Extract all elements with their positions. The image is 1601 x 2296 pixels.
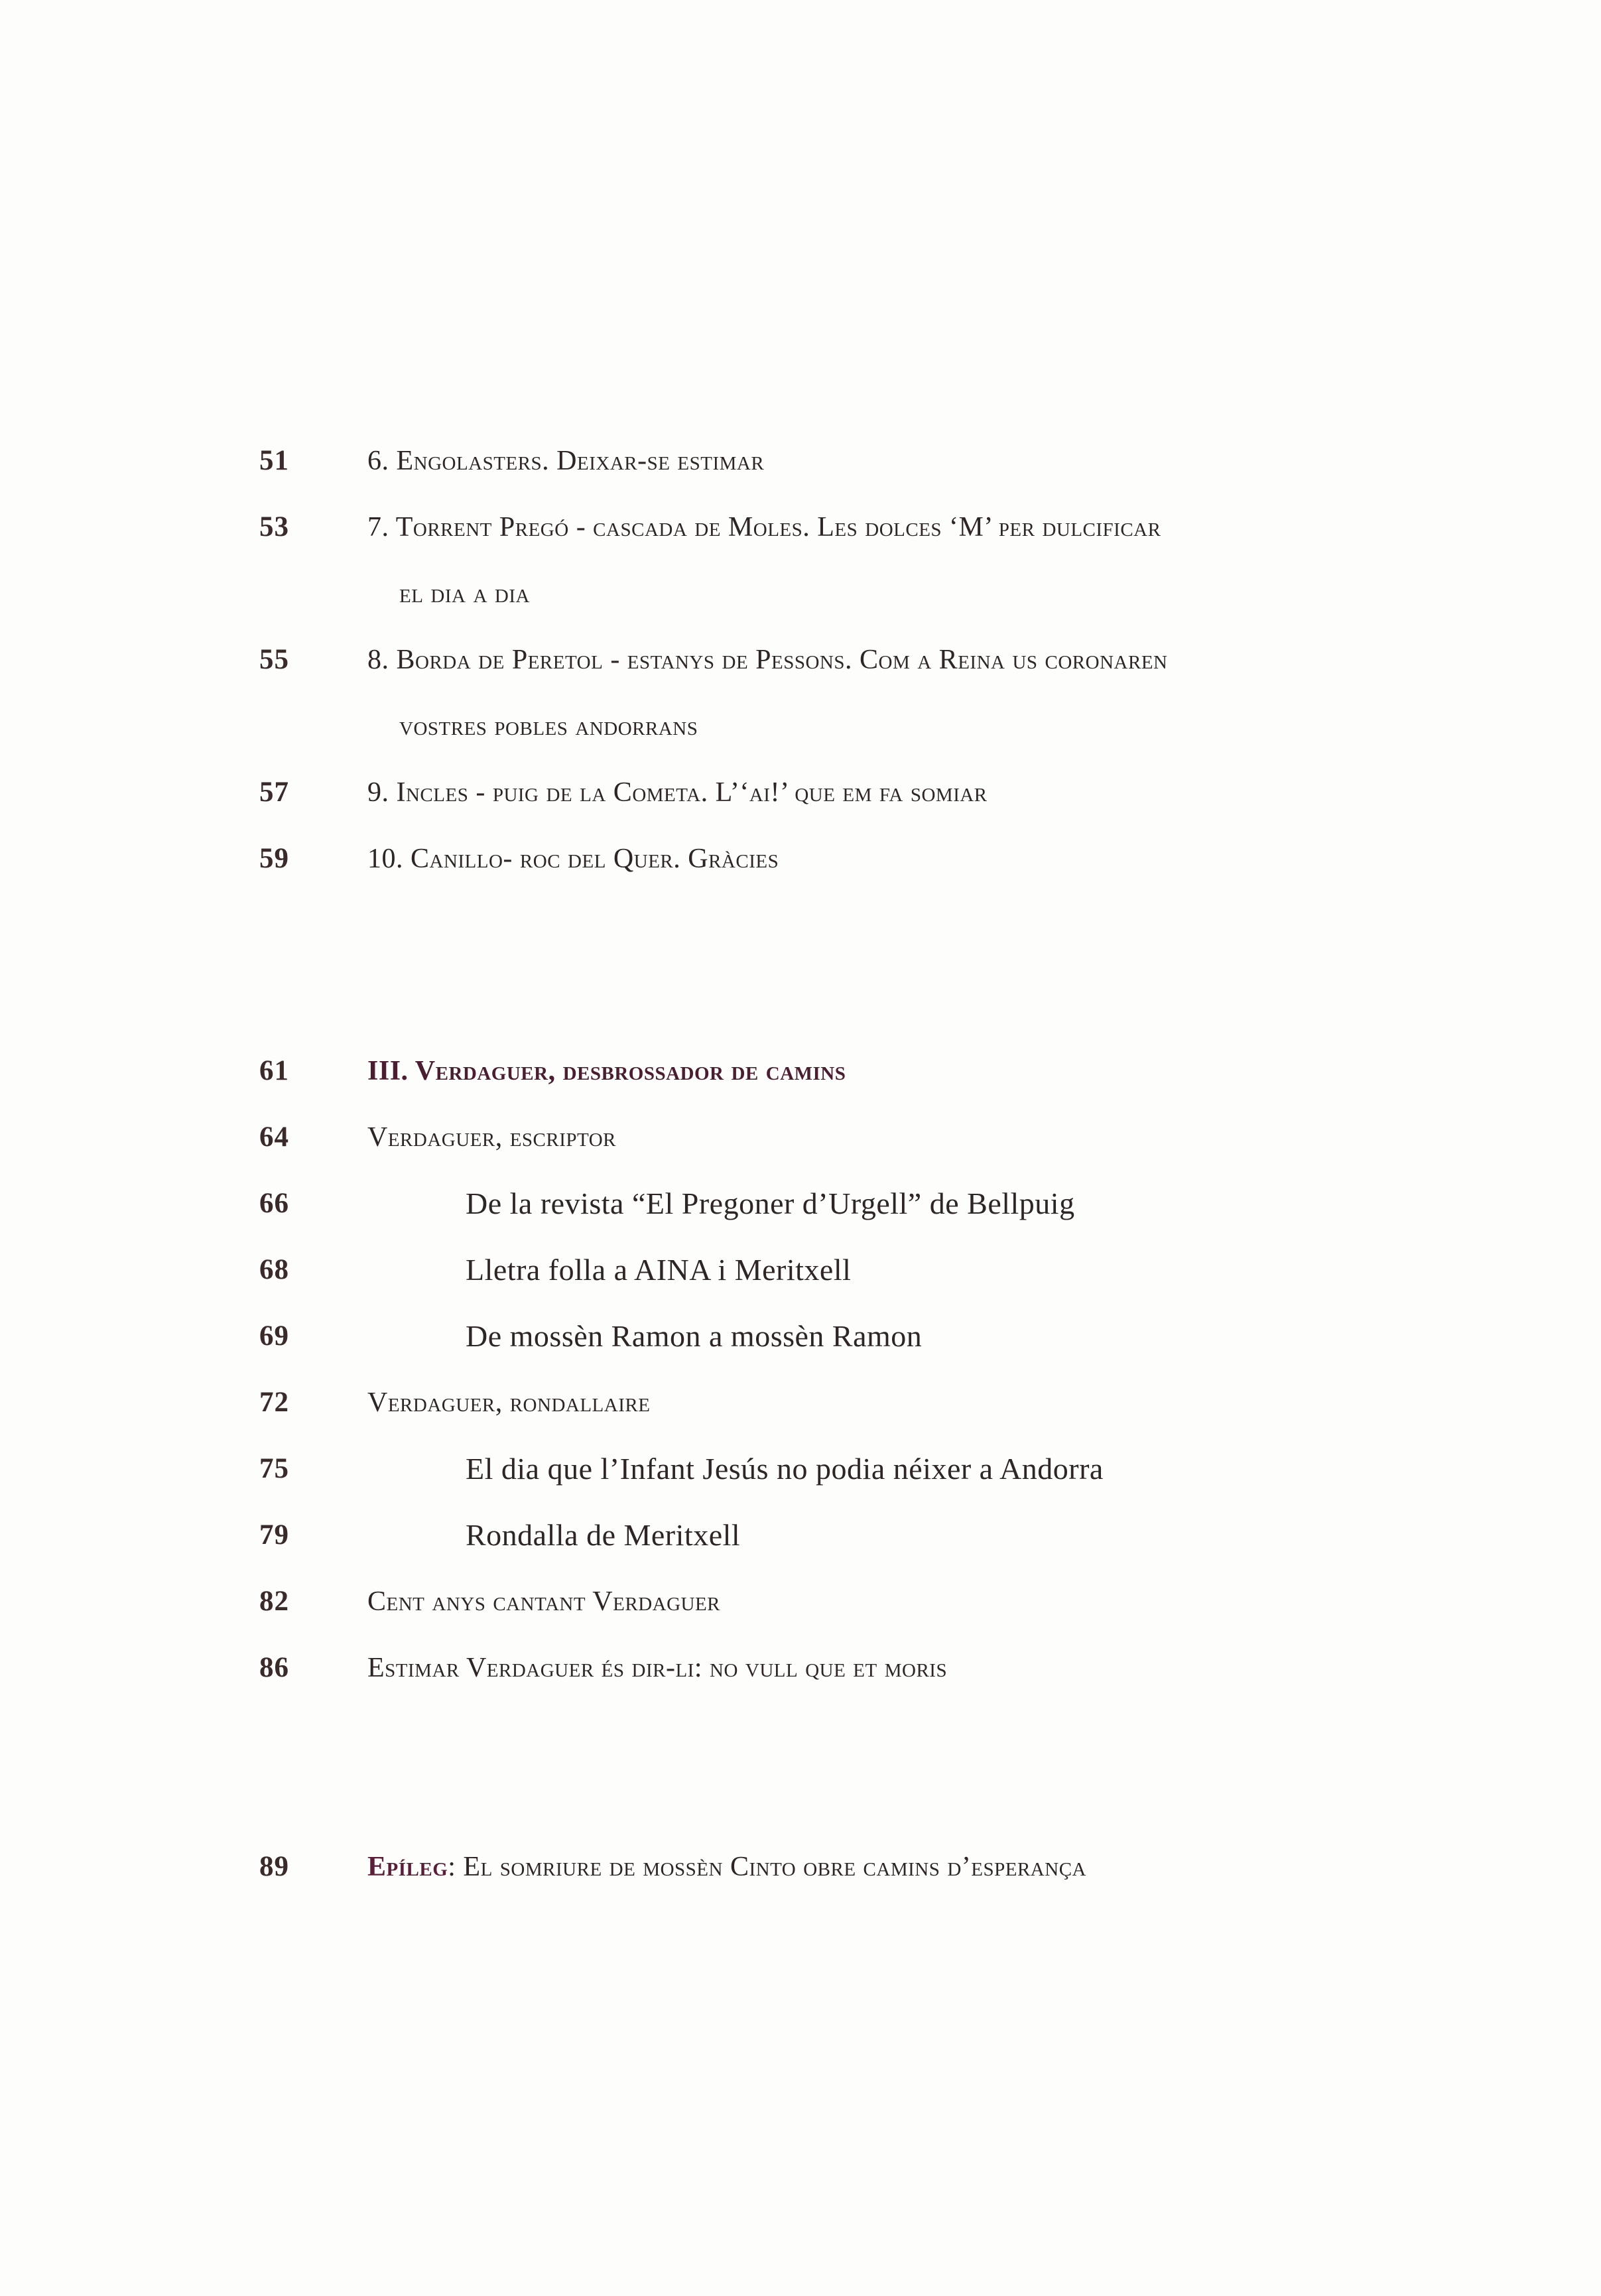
entry-title: 7. Torrent Pregó - cascada de Moles. Les dolces ‘M’ per dulcificar [367,512,1161,542]
toc-subentry [0,1313,1601,1360]
subentry-title: El dia que l’Infant Jesús no podia néixer a Andorra [466,1452,1104,1486]
subentry-title: Lletra folla a AINA i Meritxell [466,1253,852,1287]
epilogue-text: : El somriure de mossèn Cinto obre camins d’esperança [448,1852,1086,1882]
toc-entry-continuation [0,703,1601,749]
toc-entry [0,438,1601,484]
page-number: 61 [259,1055,289,1086]
toc-entry [0,637,1601,683]
page-number: 64 [259,1121,289,1153]
entry-title: Cent anys cantant Verdaguer [367,1586,721,1617]
page-number: 59 [259,843,289,874]
toc-subentry [0,1512,1601,1559]
page-number: 57 [259,777,289,808]
toc-subentry [0,1247,1601,1293]
page-number: 79 [259,1519,289,1551]
subentry-title: Rondalla de Meritxell [466,1518,741,1552]
toc-entry [0,1114,1601,1161]
page-number: 86 [259,1652,289,1683]
entry-title: 6. Engolasters. Deixar-se estimar [367,446,765,476]
page-number: 68 [259,1254,289,1285]
page-number: 89 [259,1851,289,1882]
entry-title: Estimar Verdaguer és dir-li: no vull que et moris [367,1653,948,1683]
page-number: 53 [259,511,289,542]
toc-entry [0,1645,1601,1691]
toc-section-heading [0,1048,1601,1094]
section-title: III. Verdaguer, desbrossador de camins [367,1056,846,1086]
page-number: 66 [259,1188,289,1219]
toc-epilogue [0,1844,1601,1890]
toc-subentry [0,1180,1601,1227]
entry-title: 9. Incles - puig de la Cometa. L’‘ai!’ que em fa somiar [367,777,988,808]
toc-entry [0,1578,1601,1625]
subentry-title: De la revista “El Pregoner d’Urgell” de Bellpuig [466,1186,1075,1220]
page-number: 55 [259,644,289,675]
toc-entry-continuation [0,570,1601,617]
epilogue-label: Epíleg [367,1852,448,1882]
toc-subentry [0,1446,1601,1492]
epilogue-title [367,1844,1086,1890]
page-number: 69 [259,1320,289,1352]
toc-entry [0,769,1601,816]
toc-entry [0,504,1601,550]
entry-title-continuation: vostres pobles andorrans [399,711,698,741]
page-number: 51 [259,445,289,476]
entry-title-continuation: el dia a dia [399,578,530,609]
toc-entry [0,1379,1601,1426]
page-number: 72 [259,1387,289,1418]
page-number: 75 [259,1453,289,1484]
entry-title: Verdaguer, escriptor [367,1122,617,1153]
subentry-title: De mossèn Ramon a mossèn Ramon [466,1319,923,1353]
entry-title: 8. Borda de Peretol - estanys de Pessons. Com a Reina us coronaren [367,645,1168,675]
entry-title: 10. Canillo- roc del Quer. Gràcies [367,844,779,874]
toc-entry [0,836,1601,882]
entry-title: Verdaguer, rondallaire [367,1387,651,1418]
page-number: 82 [259,1586,289,1617]
